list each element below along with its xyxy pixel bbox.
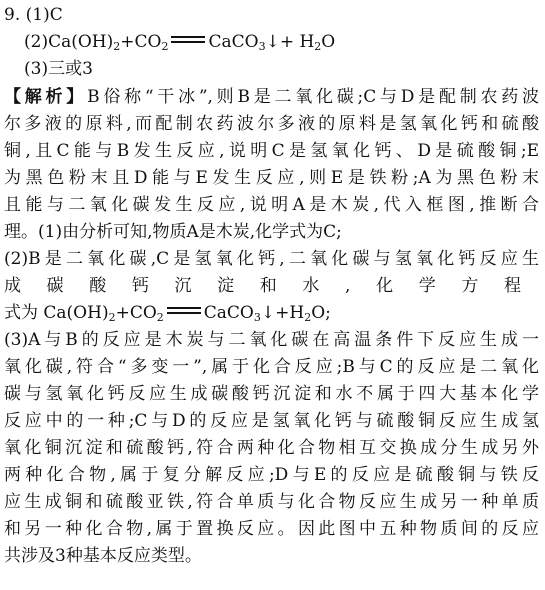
explanation-line-5: 且能与二氧化碳发生反应,说明A是木炭,代入框图,推断合 [4,195,539,215]
question-number: 9. [4,5,21,25]
answer-part-1: (1)C [25,5,63,25]
explanation-line-1: 【解析】B俗称“干冰”,则B是二氧化碳;C与D是配制农药波 [4,87,540,107]
down-arrow-icon: ↓ [260,303,276,323]
explanation-line-13: 反应中的一种;C与D的反应是氢氧化钙与硫酸铜反应生成氢 [4,411,539,431]
down-arrow-icon: ↓ [265,32,280,52]
explanation-line-7: (2)B是二氧化碳,C是氢氧化钙,二氧化碳与氢氧化钙反应生 [4,249,539,269]
explanation-line-2: 尔多液的原料,而配制农药波尔多液的原料是氢氧化钙和硫酸 [4,114,539,134]
explanation-line-3: 铜,且C能与B发生反应,说明C是氢氧化钙、D是硫酸铜;E [4,141,539,161]
explanation-line-6: 理。(1)由分析可知,物质A是木炭,化学式为C; [4,222,342,242]
explanation-line-11: 氧化碳,符合“多变一”,属于化合反应;B与C的反应是二氧化 [4,357,539,377]
explanation-line-10: (3)A与B的反应是木炭与二氧化碳在高温条件下反应生成一 [4,330,539,350]
explanation-line-15: 两种化合物,属于复分解反应;D与E的反应是硫酸铜与铁反 [4,465,539,485]
answer-part-1-line [4,4,545,26]
explanation-line-18: 共涉及3种基本反应类型。 [4,546,202,566]
equals-sign [167,304,201,316]
explanation-line-8: 成碳酸钙沉淀和水,化学方程 [4,276,545,296]
equals-sign [171,33,205,45]
explanation-line-16: 应生成铜和硫酸亚铁,符合单质与化合物反应生成另一种单质 [4,492,539,512]
explanation-tag: 【解析】 [4,87,88,107]
explanation-line-4: 为黑色粉末且D能与E发生反应,则E是铁粉;A为黑色粉末 [4,168,539,188]
explanation-line-17: 和另一种化合物,属于置换反应。因此图中五种物质间的反应 [4,519,539,539]
explanation-line-14: 氧化铜沉淀和硫酸钙,符合两种化合物相互交换成分生成另外 [4,438,539,458]
answer-part-2-equation: $(2)Ca(OH)_2+CO_2$ CaCO$_3$↓+ $H_2O$ [24,32,336,53]
explanation-line-12: 碳与氢氧化钙反应生成碳酸钙沉淀和水不属于四大基本化学 [4,384,539,404]
explanation-equation: 式为 $Ca(OH)_2+CO_2$ $CaCO_3↓+H_2O$; [4,303,331,324]
answer-part-3: (3)三或3 [24,59,93,79]
